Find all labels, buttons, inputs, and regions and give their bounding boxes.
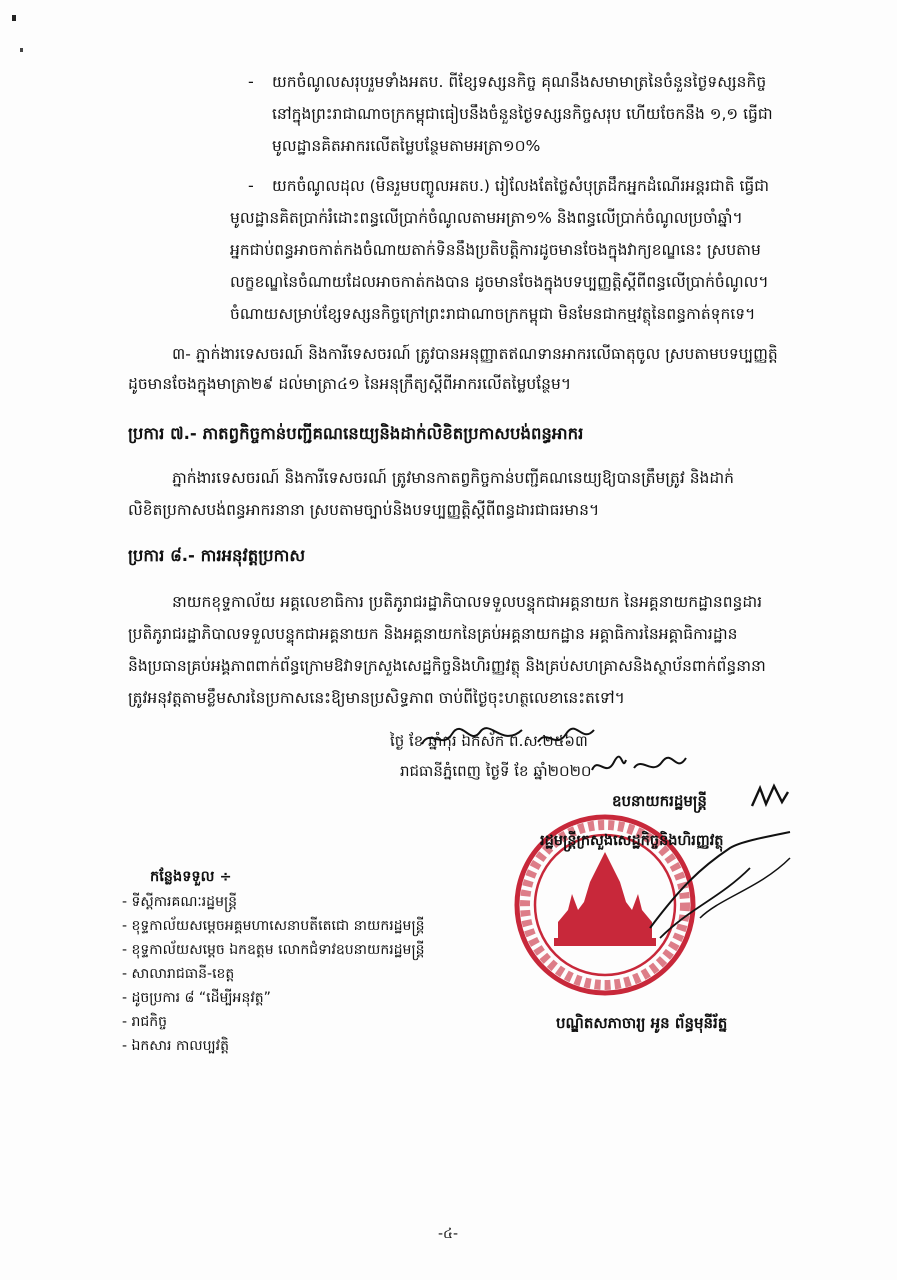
bullet2-line5: ចំណាយសម្រាប់ខ្សែទស្សនកិច្ចក្រៅព្រះរាជាណាចក្រកម្ពុជា មិនមែនជាកម្មវត្ថុនៃពន្ធកាត់ទុកទេ។ <box>230 305 756 323</box>
recipient-item: - ទីស្តីការគណៈរដ្ឋមន្ត្រី <box>122 894 238 910</box>
initial-scribble <box>748 782 792 812</box>
section7-heading: ប្រការ ៧.- ភាតព្វកិច្ចកាន់បញ្ជីគណនេយ្យនិងដាក់លិខិតប្រកាសបង់ពន្ធអាករ <box>128 424 584 443</box>
para3-line1: ៣- ភ្នាក់ងារទេសចរណ៍ និងការីទេសចរណ៍ ត្រូវបានអនុញ្ញាតឥណទានអាករលើធាតុចូល ស្របតាមបទប្បញ្ញត្តិ <box>172 345 778 363</box>
bullet2-line1: យកចំណូលដុល (មិនរួមបញ្ចូលអតប.) រៀលែងតែថ្លៃសំបុត្រដឹកអ្នកដំណើរអន្តរជាតិ ធ្វើជា <box>272 177 770 195</box>
section8-line3: និងប្រធានគ្រប់អង្គភាពពាក់ព័ន្ធក្រោមឱវាទក្រសួងសេដ្ឋកិច្ចនិងហិរញ្ញវត្ថុ និងគ្រប់សហគ្រាសនិងស្ថាប័នពាក់ព័ន្ធនានា <box>128 657 766 675</box>
recipient-item: - ខុទ្ទកាល័យសម្តេច ឯកឧត្តម លោកជំទាវឧបនាយករដ្ឋមន្ត្រី <box>122 942 425 958</box>
section8-line1: នាយកខុទ្ទកាល័យ អគ្គលេខាធិការ ប្រតិភូរាជរដ្ឋាភិបាលទទួលបន្ទុកជាអគ្គនាយក នៃអគ្គនាយកដ្ឋានពន្ធដារ <box>172 593 763 611</box>
handwritten-day-scribble <box>588 752 628 780</box>
bullet-dash: - <box>248 176 254 195</box>
signatory-name: បណ្ឌិតសភាចារ្យ អូន ព័ន្ធមុនីរ័ត្ន <box>556 1014 728 1032</box>
handwritten-month-scribble <box>536 722 596 754</box>
bullet2-line3: អ្នកជាប់ពន្ធអាចកាត់កងចំណាយតាក់ទិននឹងប្រតិបត្តិការដូចមានចែងក្នុងវាក្យខណ្ឌនេះ ស្របតាម <box>230 241 761 259</box>
recipient-item: - ខុទ្ទកាល័យសម្តេចអគ្គមហាសេនាបតីតេជោ នាយករដ្ឋមន្ត្រី <box>122 918 425 934</box>
section8-line2: ប្រតិភូរាជរដ្ឋាភិបាលទទួលបន្ទុកជាអគ្គនាយក និងអគ្គនាយកនៃគ្រប់អគ្គនាយកដ្ឋាន អគ្គាធិការនៃអគ្គាធិការដ្ឋាន <box>128 625 738 643</box>
recipient-item: - រាជកិច្ច <box>122 1014 168 1030</box>
bullet2-line4: លក្ខខណ្ឌនៃចំណាយដែលអាចកាត់កងបាន ដូចមានចែងក្នុងបទប្បញ្ញត្តិស្តីពីពន្ធលើប្រាក់ចំណូល។ <box>230 273 769 291</box>
punch-mark <box>20 48 23 52</box>
section8-heading: ប្រការ ៨.- ការអនុវត្តប្រកាស <box>128 546 306 565</box>
handwritten-date-scribble <box>418 722 528 754</box>
handwritten-month2-scribble <box>632 752 688 780</box>
para3-line2: ដូចមានចែងក្នុងមាត្រា២៩ ដល់មាត្រា៤១ នៃអនុក្រឹត្យស្តីពីអាករលើតម្លៃបន្ថែម។ <box>128 375 572 393</box>
bullet1-line1: យកចំណូលសរុបរួមទាំងអតប. ពីខ្សែទស្សនកិច្ច គុណនឹងសមាមាត្រនៃចំនួនថ្ងៃទស្សនកិច្ច <box>272 73 767 91</box>
date-lunar: ថ្ងៃ ខែ ឆ្នាំកុរ ឯកស័ក ព.ស.២៥៦៣ <box>390 732 588 750</box>
recipients-title: កន្លែងទទួល ÷ <box>150 869 232 885</box>
recipient-item: - សាលារាជធានី-ខេត្ត <box>122 966 235 982</box>
section7-line1: ភ្នាក់ងារទេសចរណ៍ និងការីទេសចរណ៍ ត្រូវមានកាតព្វកិច្ចកាន់បញ្ជីគណនេយ្យឱ្យបានត្រឹមត្រូវ និងដាក់ <box>172 469 734 487</box>
recipient-item: - ដូចប្រការ ៨ “ដើម្បីអនុវត្ត” <box>122 990 271 1006</box>
date-solar: រាជធានីភ្នំពេញ ថ្ងៃទី ខែ ឆ្នាំ២០២០ <box>400 762 592 780</box>
bullet2-line2: មូលដ្ឋានគិតប្រាក់រំដោះពន្ធលើប្រាក់ចំណូលតាមអត្រា១% និងពន្ធលើប្រាក់ចំណូលប្រចាំឆ្នាំ។ <box>230 209 743 227</box>
punch-mark <box>12 15 16 21</box>
section7-line2: លិខិតប្រកាសបង់ពន្ធអាករនានា ស្របតាមច្បាប់និងបទប្បញ្ញត្តិស្តីពីពន្ធដារជាធរមាន។ <box>128 501 600 519</box>
signatory-title: ឧបនាយករដ្ឋមន្ត្រី <box>612 792 707 810</box>
page-number: -៤- <box>438 1226 459 1242</box>
ministry-name: រដ្ឋមន្ត្រីក្រសួងសេដ្ឋកិច្ចនិងហិរញ្ញវត្ថុ <box>540 833 724 849</box>
bullet1-line2: នៅក្នុងព្រះរាជាណាចក្រកម្ពុជាធៀបនឹងចំនួនថ្ងៃទស្សនកិច្ចសរុប ហើយចែកនឹង ១,១ ធ្វើជា <box>272 105 773 123</box>
bullet1-line3: មូលដ្ឋានគិតអាករលើតម្លៃបន្ថែមតាមអត្រា១០% <box>272 137 541 155</box>
bullet-dash: - <box>248 72 254 91</box>
recipient-item: - ឯកសារ កាលប្បវត្តិ <box>122 1038 229 1054</box>
section8-line4: ត្រូវអនុវត្តតាមខ្លឹមសារនៃប្រកាសនេះឱ្យមានប្រសិទ្ធភាព ចាប់ពីថ្ងៃចុះហត្ថលេខានេះតទៅ។ <box>128 689 625 707</box>
